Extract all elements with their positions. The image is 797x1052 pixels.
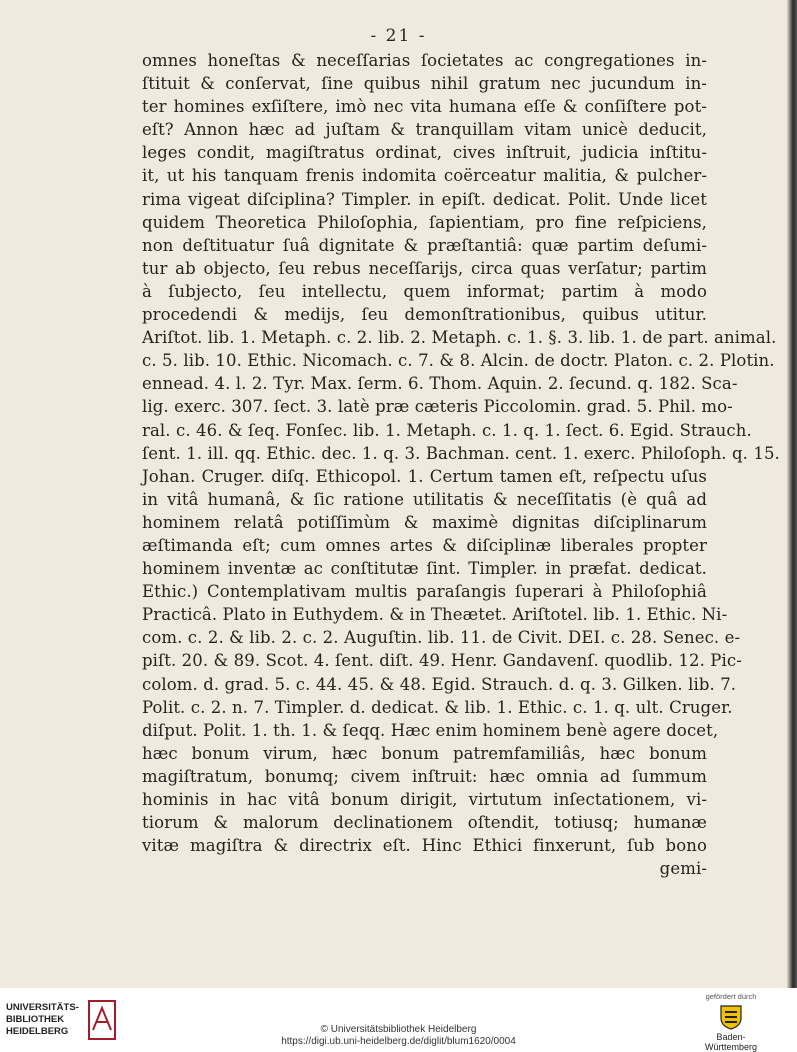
text-line: magiſtratum, bonumq; civem inſtruit: hæc omnia ad ſummum — [142, 766, 707, 786]
text-line: colom. d. grad. 5. c. 44. 45. & 48. Egid. Strauch. d. q. 3. Gilken. lib. 7. — [142, 674, 737, 694]
text-line: it, ut his tanquam frenis indomita coërceatur malitia, & pulcher- — [142, 166, 707, 186]
text-line: quidem Theoretica Philoſophia, ſapientiam, pro fine reſpiciens, — [142, 212, 707, 232]
text-line: æſtimanda eſt; cum omnes artes & diſciplinæ liberales propter — [142, 535, 707, 555]
library-name: UNIVERSITÄTS- BIBLIOTHEK HEIDELBERG — [6, 1002, 79, 1037]
text-line: Polit. c. 2. n. 7. Timpler. d. dedicat. & lib. 1. Ethic. c. 1. q. ult. Cruger. — [142, 697, 733, 717]
text-line: hominis in hac vitâ bonum dirigit, virtutum inſectationem, vi- — [142, 790, 707, 809]
book-edge — [787, 0, 797, 988]
text-line: lig. exerc. 307. ſect. 3. latè præ cæteris Piccolomin. grad. 5. Phil. mo- — [142, 397, 733, 417]
text-line: Ethic.) Contemplativam multis paraſangis ſuperari à Philoſophiâ — [142, 582, 707, 602]
text-line: ral. c. 46. & ſeq. Fonſec. lib. 1. Metaph. c. 1. q. 1. ſect. 6. Egid. Strauch. — [142, 420, 752, 440]
catchword: gemi- — [659, 859, 707, 879]
text-line: diſput. Polit. 1. th. 1. & ſeqq. Hæc enim hominem benè agere docet, — [142, 720, 719, 740]
text-line: com. c. 2. & lib. 2. c. 2. Auguſtin. lib. 11. de Civit. DEI. c. 28. Senec. e- — [142, 628, 741, 648]
text-line: tiorum & malorum declinationem oſtendit, totiusq; humanæ — [142, 813, 707, 833]
text-line: Practicâ. Plato in Euthydem. & in Theætet. Ariſtotel. lib. 1. Ethic. Ni- — [142, 605, 728, 625]
text-line: vitæ magiſtra & directrix eſt. Hinc Ethici finxerunt, ſub bono — [142, 836, 707, 856]
baden-wuerttemberg-shield-icon — [719, 1004, 743, 1030]
text-line: ter homines exſiſtere, imò nec vita humana eſſe & conſiſtere pot- — [142, 97, 707, 117]
page-number: - 21 - — [370, 26, 427, 46]
text-line: hæc bonum virum, hæc bonum patremfamiliâs, hæc bonum — [142, 743, 707, 763]
text-line: Ariſtot. lib. 1. Metaph. c. 2. lib. 2. Metaph. c. 1. §. 3. lib. 1. de part. animal. — [142, 328, 777, 348]
text-line: omnes honeſtas & neceſſarias ſocietates ac congregationes in- — [142, 51, 707, 70]
page-text — [142, 49, 780, 880]
text-line: eſt? Annon hæc ad juſtam & tranquillam vitam unicè deducit, — [142, 120, 707, 140]
permalink[interactable]: https://digi.ub.uni-heidelberg.de/diglit/blum1620/0004 — [281, 1036, 516, 1047]
text-line: c. 5. lib. 10. Ethic. Nicomach. c. 7. & 8. Alcin. de doctr. Platon. c. 2. Plotin. — [142, 351, 775, 371]
copyright-text: © Universitätsbibliothek Heidelberg — [320, 1024, 477, 1035]
text-line: hominem relatâ potiſſimùm & maximè dignitas diſciplinarum — [142, 512, 707, 532]
text-line: leges condit, magiſtratus ordinat, cives inſtruit, judicia inſtitu- — [142, 143, 707, 163]
text-line: rima vigeat diſciplina? Timpler. in epiſt. dedicat. Polit. Unde licet — [142, 189, 707, 209]
sponsor-label: gefördert durch — [705, 992, 757, 1001]
text-line: ſent. 1. ill. qq. Ethic. dec. 1. q. 3. Bachman. cent. 1. exerc. Philoſoph. q. 15. — [142, 443, 780, 463]
text-line: ennead. 4. l. 2. Tyr. Max. ſerm. 6. Thom. Aquin. 2. ſecund. q. 182. Sca- — [142, 374, 738, 394]
text-line: non deſtituatur ſuâ dignitate & præſtantiâ: quæ partim deſumi- — [142, 235, 707, 255]
text-line: ſtituit & conſervat, ſine quibus nihil gratum nec jucundum in- — [142, 74, 707, 94]
copyright-notice — [0, 1024, 797, 1048]
text-line: tur ab objecto, ſeu rebus neceſſarijs, circa quas verſatur; partim — [142, 258, 707, 278]
sponsor-name: Baden-Württemberg — [704, 1032, 757, 1052]
sponsor-logo[interactable] — [691, 992, 771, 1052]
text-line: hominem inventæ ac conſtitutæ ſint. Timpler. in præfat. dedicat. — [142, 559, 707, 579]
text-line: procedendi & medijs, ſeu demonſtrationibus, quibus utitur. — [142, 305, 707, 325]
text-line: in vitâ humanâ, & ſic ratione utilitatis & neceſſitatis (è quâ ad — [142, 489, 707, 509]
text-line: piſt. 20. & 89. Scot. 4. ſent. diſt. 49. Henr. Gandavenſ. quodlib. 12. Pic- — [142, 651, 742, 671]
text-line: Johan. Cruger. diſq. Ethicopol. 1. Certum tamen eſt, reſpectu uſus — [142, 466, 707, 486]
text-line: à ſubjecto, ſeu intellectu, quem informat; partim à modo — [142, 281, 707, 301]
